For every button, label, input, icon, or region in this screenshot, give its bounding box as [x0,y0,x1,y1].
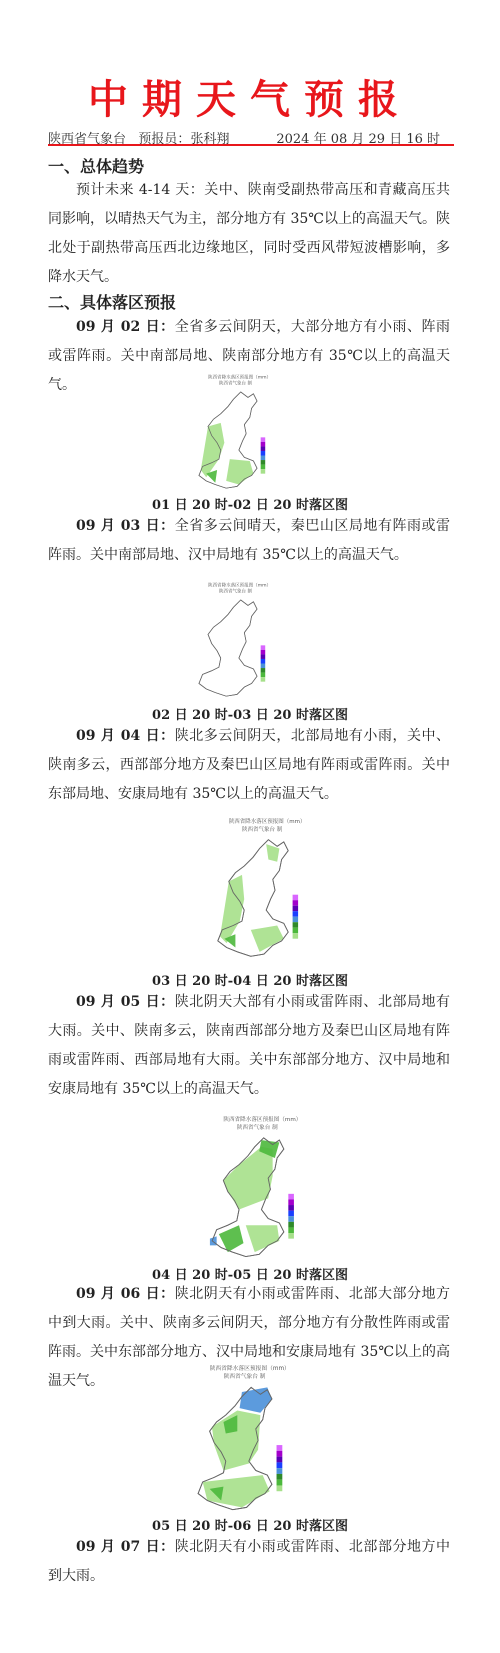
day-date: 09 月 04 日： [76,728,175,744]
legend-swatch [293,922,299,928]
rain-map [178,580,278,702]
map-caption: 02 日 20 时-03 日 20 时落区图 [152,708,348,723]
rain-map-graphic [198,812,308,962]
legend-swatch [277,1445,283,1451]
legend-swatch [293,906,299,912]
map-title: 陕西省降水落区预报图（mm） [223,1117,302,1124]
legend-swatch [261,645,266,650]
day-text: 陕北阴天大部有小雨或雷阵雨、北部局地有大雨。关中、陕南多云，陕南西部部分地方及秦巴山区局地有阵雨或雷阵雨、西部局地有大雨。关中东部部分地方、汉中局地和安康局地有 35℃以上的高温天气。 [48,994,451,1097]
rain-map-graphic [178,372,278,490]
legend-swatch [261,460,266,465]
map-caption: 03 日 20 时-04 日 20 时落区图 [152,974,348,989]
day-forecast [48,1533,450,1591]
legend-swatch [288,1194,294,1200]
day-forecast [48,722,450,809]
legend-swatch [277,1457,283,1463]
legend-swatch [261,442,266,447]
legend-swatch [293,917,299,923]
legend-swatch [288,1199,294,1205]
rain-map [198,812,308,966]
map-title: 陕西省降水落区预报图（mm） [209,1366,290,1373]
legend-swatch [261,677,266,682]
legend-swatch [293,895,299,901]
day-forecast [48,988,450,1104]
map-title: 陕西省降水落区预报图（mm） [208,583,272,589]
legend-swatch [261,451,266,456]
legend-swatch [293,933,299,939]
day-date: 09 月 05 日： [76,994,175,1010]
rain-map-graphic [192,1112,304,1260]
legend-swatch [277,1474,283,1480]
map-caption: 01 日 20 时-02 日 20 时落区图 [152,498,348,513]
legend-swatch [261,465,266,470]
map-issuer: 陕西省气象台 制 [236,1124,278,1131]
issue-datetime: 2024 年 08 月 29 日 16 时 [276,132,440,147]
legend-swatch [261,469,266,474]
org-name: 陕西省气象台 [48,132,127,147]
forecaster-label: 预报员： [138,132,191,147]
rain-map [170,1362,300,1516]
day-date: 09 月 07 日： [76,1539,175,1555]
map-caption: 05 日 20 时-06 日 20 时落区图 [152,1519,348,1534]
page-title: 中期天气预报 [88,77,412,123]
legend-swatch [261,668,266,673]
day-text: 全省多云间晴天，秦巴山区局地有阵雨或雷阵雨。关中南部局地、汉中局地有 35℃以上的高温天气。 [48,518,451,563]
legend-swatch [277,1462,283,1468]
legend-swatch [261,456,266,461]
legend-swatch [277,1468,283,1474]
map-title: 陕西省降水落区预报图（mm） [228,819,306,826]
legend-swatch [293,928,299,934]
map-issuer: 陕西省气象台 制 [242,826,283,833]
legend-swatch [277,1485,283,1491]
map-issuer: 陕西省气象台 制 [223,1374,266,1381]
rain-map-graphic [178,580,278,698]
rain-map [178,372,278,494]
legend-swatch [288,1233,294,1239]
day-date: 09 月 03 日： [76,518,175,534]
day-text: 陕北多云间阴天，北部局地有小雨，关中、陕南多云，西部部分地方及秦巴山区局地有阵雨或雷阵雨。关中东部局地、安康局地有 35℃以上的高温天气。 [48,728,451,802]
rain-map [192,1112,304,1264]
section-heading-trend: 一、总体趋势 [48,157,145,176]
legend-swatch [261,659,266,664]
legend-swatch [288,1222,294,1228]
legend-swatch [293,900,299,906]
header-meta [48,128,454,146]
legend-swatch [293,911,299,917]
legend-swatch [288,1211,294,1217]
trend-paragraph: 预计未来 4-14 天：关中、陕南受副热带高压和青藏高压共同影响，以晴热天气为主，部分地方有 35℃以上的高温天气。陕北处于副热带高压西北边缘地区，同时受西风带短波槽影响，多降水天气。 [48,182,450,285]
section-heading-areas: 二、具体落区预报 [48,293,177,312]
legend-swatch [261,673,266,678]
legend-swatch [277,1451,283,1457]
map-caption: 04 日 20 时-05 日 20 时落区图 [152,1268,348,1283]
map-issuer: 陕西省气象台 制 [218,381,252,387]
day-date: 09 月 02 日： [76,319,175,335]
day-text: 陕北阴天有小雨或雷阵雨、北部大部分地方中到大雨。关中、陕南多云间阴天，部分地方有分散性阵雨或雷阵雨。关中东部部分地方、汉中局地和安康局地有 35℃以上的高温天气。 [48,1286,451,1389]
legend-swatch [288,1227,294,1233]
legend-swatch [261,446,266,451]
legend-swatch [261,664,266,669]
legend-swatch [277,1480,283,1486]
issuer-line [48,128,229,147]
legend-swatch [261,437,266,442]
rain-area [226,459,253,484]
map-issuer: 陕西省气象台 制 [218,589,252,595]
rain-map-graphic [170,1362,300,1512]
legend-swatch [261,654,266,659]
legend-swatch [261,650,266,655]
day-date: 09 月 06 日： [76,1286,175,1302]
day-text: 全省多云间阴天，大部分地方有小雨、阵雨或雷阵雨。关中南部局地、陕南部分地方有 35℃以上的高温天气。 [48,319,451,393]
day-forecast [48,512,450,570]
legend-swatch [288,1216,294,1222]
forecaster-name: 张科翔 [190,132,230,147]
legend-swatch [288,1205,294,1211]
day-text: 陕北阴天有小雨或雷阵雨、北部部分地方中到大雨。 [48,1539,451,1584]
map-title: 陕西省降水落区预报图（mm） [208,375,272,381]
